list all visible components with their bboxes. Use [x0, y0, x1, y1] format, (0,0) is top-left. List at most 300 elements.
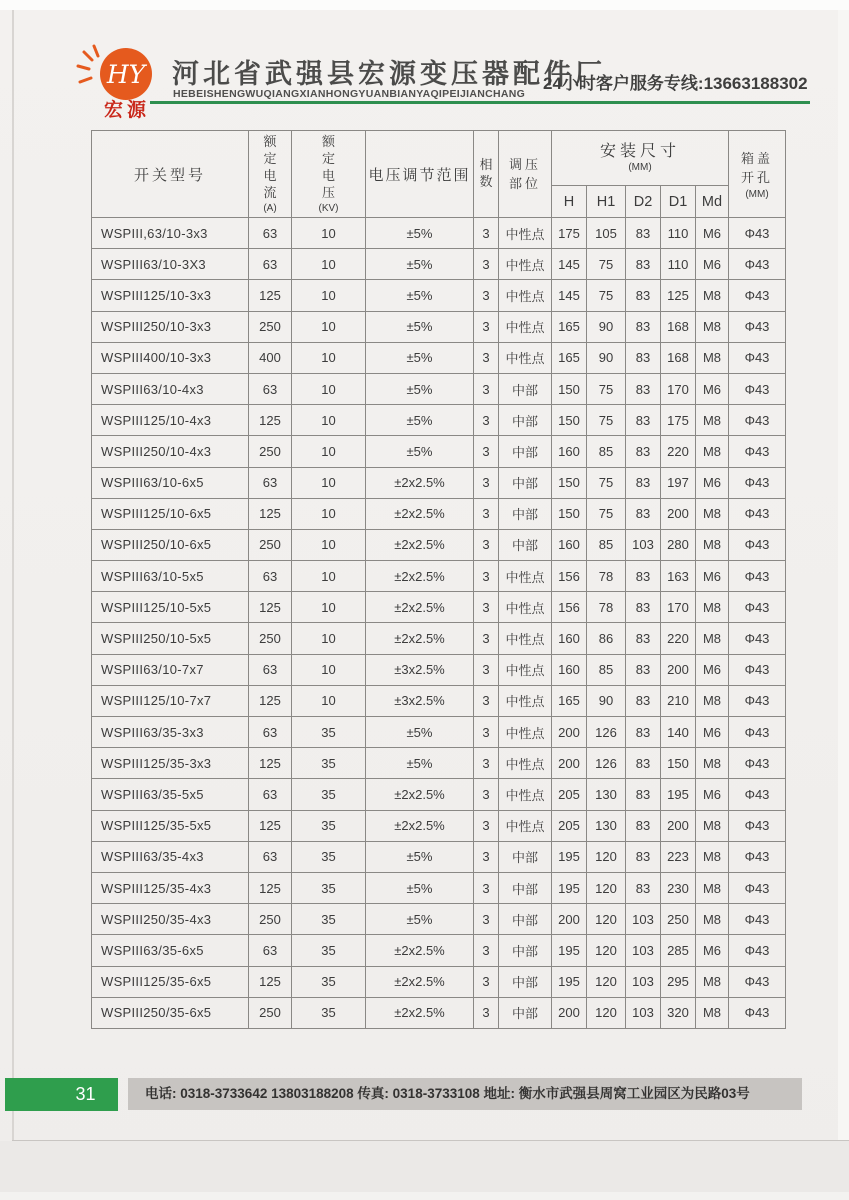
cell-position: 中性点: [499, 311, 552, 342]
cell-model: WSPIII125/35-5x5: [92, 810, 249, 841]
cover-hole-label: 箱盖开孔: [740, 150, 773, 185]
cell-adjust-range: ±2x2.5%: [366, 810, 474, 841]
rated-voltage-unit: (KV): [318, 202, 339, 214]
cell-d1: 168: [661, 342, 696, 373]
cell-adjust-range: ±2x2.5%: [366, 592, 474, 623]
mounting-label: 安装尺寸: [599, 143, 680, 160]
cell-rated-current: 400: [249, 342, 292, 373]
cell-model: WSPIII63/35-6x5: [92, 935, 249, 966]
cell-adjust-range: ±2x2.5%: [366, 935, 474, 966]
cell-cover-hole: Φ43: [729, 654, 786, 685]
table-row: [92, 311, 786, 342]
cell-d2: 83: [626, 467, 661, 498]
cell-h: 145: [552, 249, 587, 280]
cell-md: M8: [696, 436, 729, 467]
cell-h1: 120: [587, 966, 626, 997]
cell-d2: 83: [626, 405, 661, 436]
page-number-badge: 31: [5, 1078, 118, 1111]
cell-phases: 3: [474, 311, 499, 342]
cell-d2: 103: [626, 966, 661, 997]
cell-adjust-range: ±5%: [366, 249, 474, 280]
cell-cover-hole: Φ43: [729, 623, 786, 654]
cell-position: 中部: [499, 436, 552, 467]
cell-model: WSPIII,63/10-3x3: [92, 218, 249, 249]
table-row: [92, 748, 786, 779]
cell-rated-current: 125: [249, 872, 292, 903]
cell-model: WSPIII250/10-5x5: [92, 623, 249, 654]
position-label: 调压部位: [508, 156, 541, 191]
cell-d1: 200: [661, 654, 696, 685]
cell-adjust-range: ±5%: [366, 872, 474, 903]
cell-position: 中性点: [499, 561, 552, 592]
table-row: [92, 654, 786, 685]
cell-cover-hole: Φ43: [729, 935, 786, 966]
cell-d1: 110: [661, 249, 696, 280]
cell-model: WSPIII250/10-6x5: [92, 529, 249, 560]
cell-adjust-range: ±5%: [366, 342, 474, 373]
cell-rated-current: 125: [249, 498, 292, 529]
spec-table: [91, 130, 786, 1029]
cell-cover-hole: Φ43: [729, 218, 786, 249]
cell-phases: 3: [474, 561, 499, 592]
cell-position: 中性点: [499, 249, 552, 280]
cell-d2: 103: [626, 935, 661, 966]
cell-model: WSPIII125/10-3x3: [92, 280, 249, 311]
cell-adjust-range: ±2x2.5%: [366, 561, 474, 592]
cell-h: 165: [552, 342, 587, 373]
cell-d1: 110: [661, 218, 696, 249]
cell-h1: 130: [587, 810, 626, 841]
table-row: [92, 436, 786, 467]
cell-cover-hole: Φ43: [729, 280, 786, 311]
cell-d1: 210: [661, 685, 696, 716]
cell-rated-current: 63: [249, 935, 292, 966]
cell-d2: 83: [626, 623, 661, 654]
cell-cover-hole: Φ43: [729, 529, 786, 560]
cell-h1: 75: [587, 467, 626, 498]
cell-d1: 170: [661, 373, 696, 404]
cell-md: M8: [696, 872, 729, 903]
col-header-h: H: [552, 186, 587, 218]
col-header-phases: [474, 131, 499, 218]
cell-rated-current: 250: [249, 623, 292, 654]
company-logo-sun-icon: [76, 44, 168, 122]
cell-d1: 197: [661, 467, 696, 498]
cell-d1: 285: [661, 935, 696, 966]
cell-phases: 3: [474, 748, 499, 779]
cell-phases: 3: [474, 717, 499, 748]
table-row: [92, 966, 786, 997]
cell-phases: 3: [474, 249, 499, 280]
cell-d1: 140: [661, 717, 696, 748]
cell-phases: 3: [474, 966, 499, 997]
cell-md: M8: [696, 342, 729, 373]
cover-hole-unit: (MM): [745, 188, 769, 200]
cell-rated-voltage: 10: [292, 436, 366, 467]
col-header-mounting: [552, 131, 729, 186]
cell-h: 175: [552, 218, 587, 249]
cell-phases: 3: [474, 467, 499, 498]
cell-d2: 83: [626, 436, 661, 467]
cell-h1: 105: [587, 218, 626, 249]
col-header-d2: D2: [626, 186, 661, 218]
cell-adjust-range: ±5%: [366, 717, 474, 748]
col-header-md: Md: [696, 186, 729, 218]
cell-adjust-range: ±5%: [366, 904, 474, 935]
table-row: [92, 810, 786, 841]
cell-rated-current: 63: [249, 249, 292, 280]
table-row: [92, 997, 786, 1028]
cell-adjust-range: ±5%: [366, 311, 474, 342]
cell-rated-voltage: 10: [292, 498, 366, 529]
cell-rated-current: 125: [249, 405, 292, 436]
cell-h: 145: [552, 280, 587, 311]
cell-rated-current: 250: [249, 436, 292, 467]
cell-adjust-range: ±3x2.5%: [366, 685, 474, 716]
cell-model: WSPIII250/10-3x3: [92, 311, 249, 342]
cell-d2: 83: [626, 717, 661, 748]
cell-model: WSPIII400/10-3x3: [92, 342, 249, 373]
cell-rated-current: 63: [249, 654, 292, 685]
cell-adjust-range: ±5%: [366, 373, 474, 404]
cell-adjust-range: ±2x2.5%: [366, 467, 474, 498]
col-header-rated-voltage: [292, 131, 366, 218]
cell-md: M8: [696, 280, 729, 311]
cell-rated-current: 125: [249, 748, 292, 779]
cell-h1: 120: [587, 997, 626, 1028]
cell-model: WSPIII250/35-6x5: [92, 997, 249, 1028]
cell-d2: 83: [626, 592, 661, 623]
cell-md: M6: [696, 218, 729, 249]
col-header-d1: D1: [661, 186, 696, 218]
cell-model: WSPIII63/10-5x5: [92, 561, 249, 592]
cell-h: 156: [552, 561, 587, 592]
cell-h1: 126: [587, 748, 626, 779]
cell-position: 中部: [499, 997, 552, 1028]
cell-d1: 280: [661, 529, 696, 560]
cell-phases: 3: [474, 280, 499, 311]
cell-rated-current: 125: [249, 280, 292, 311]
cell-d2: 83: [626, 218, 661, 249]
cell-rated-current: 63: [249, 841, 292, 872]
table-row: [92, 249, 786, 280]
cell-d1: 195: [661, 779, 696, 810]
cell-d1: 220: [661, 436, 696, 467]
cell-h1: 85: [587, 529, 626, 560]
cell-cover-hole: Φ43: [729, 904, 786, 935]
table-row: [92, 373, 786, 404]
cell-h1: 85: [587, 654, 626, 685]
cell-h: 150: [552, 405, 587, 436]
spec-table-header: [92, 131, 786, 218]
cell-phases: 3: [474, 654, 499, 685]
cell-d2: 83: [626, 810, 661, 841]
cell-rated-current: 63: [249, 218, 292, 249]
cell-d2: 83: [626, 841, 661, 872]
cell-d1: 250: [661, 904, 696, 935]
cell-rated-current: 250: [249, 904, 292, 935]
cell-position: 中部: [499, 872, 552, 903]
cell-cover-hole: Φ43: [729, 373, 786, 404]
cell-adjust-range: ±3x2.5%: [366, 654, 474, 685]
cell-position: 中部: [499, 966, 552, 997]
cell-h1: 120: [587, 872, 626, 903]
table-row: [92, 280, 786, 311]
cell-rated-voltage: 35: [292, 717, 366, 748]
cell-position: 中性点: [499, 654, 552, 685]
cell-md: M6: [696, 779, 729, 810]
cell-h: 195: [552, 966, 587, 997]
cell-h1: 78: [587, 561, 626, 592]
page-edge-bottom-strip: [0, 1192, 849, 1200]
cell-phases: 3: [474, 623, 499, 654]
cell-h: 150: [552, 498, 587, 529]
cell-rated-voltage: 35: [292, 810, 366, 841]
footer-contact-bar: 电话: 0318-3733642 13803188208 传真: 0318-3733108 地址: 衡水市武强县周窝工业园区为民路03号: [128, 1078, 802, 1110]
cell-cover-hole: Φ43: [729, 997, 786, 1028]
cell-phases: 3: [474, 218, 499, 249]
cell-rated-voltage: 35: [292, 966, 366, 997]
col-header-position: [499, 131, 552, 218]
col-header-h1: H1: [587, 186, 626, 218]
cell-md: M8: [696, 841, 729, 872]
cell-h: 156: [552, 592, 587, 623]
cell-phases: 3: [474, 904, 499, 935]
cell-phases: 3: [474, 935, 499, 966]
cell-phases: 3: [474, 997, 499, 1028]
cell-rated-voltage: 10: [292, 405, 366, 436]
cell-position: 中性点: [499, 342, 552, 373]
cell-d2: 103: [626, 529, 661, 560]
cell-h1: 120: [587, 841, 626, 872]
table-row: [92, 498, 786, 529]
cell-h: 195: [552, 935, 587, 966]
cell-cover-hole: Φ43: [729, 748, 786, 779]
cell-adjust-range: ±2x2.5%: [366, 966, 474, 997]
spec-table-body: [92, 218, 786, 1029]
cell-phases: 3: [474, 405, 499, 436]
cell-cover-hole: Φ43: [729, 436, 786, 467]
cell-h1: 90: [587, 311, 626, 342]
cell-h: 160: [552, 436, 587, 467]
cell-rated-voltage: 35: [292, 904, 366, 935]
cell-cover-hole: Φ43: [729, 311, 786, 342]
table-row: [92, 872, 786, 903]
cell-md: M6: [696, 561, 729, 592]
cell-md: M8: [696, 748, 729, 779]
cell-position: 中性点: [499, 685, 552, 716]
col-header-cover-hole: [729, 131, 786, 218]
cell-md: M8: [696, 311, 729, 342]
rated-current-unit: (A): [263, 202, 277, 214]
cell-cover-hole: Φ43: [729, 592, 786, 623]
cell-md: M6: [696, 249, 729, 280]
cell-adjust-range: ±5%: [366, 405, 474, 436]
cell-rated-current: 63: [249, 779, 292, 810]
cell-model: WSPIII63/10-7x7: [92, 654, 249, 685]
cell-h1: 130: [587, 779, 626, 810]
cell-h: 160: [552, 529, 587, 560]
rated-current-label: 额定电流: [263, 134, 277, 200]
cell-md: M8: [696, 966, 729, 997]
cell-rated-voltage: 10: [292, 561, 366, 592]
logo-name: 宏源: [104, 100, 151, 121]
cell-phases: 3: [474, 779, 499, 810]
cell-cover-hole: Φ43: [729, 467, 786, 498]
cell-d1: 230: [661, 872, 696, 903]
cell-h1: 85: [587, 436, 626, 467]
page-edge-right: [838, 10, 849, 1140]
cell-cover-hole: Φ43: [729, 966, 786, 997]
cell-phases: 3: [474, 872, 499, 903]
cell-rated-current: 63: [249, 373, 292, 404]
cell-rated-voltage: 10: [292, 623, 366, 654]
cell-h1: 75: [587, 405, 626, 436]
cell-rated-current: 63: [249, 717, 292, 748]
cell-h: 165: [552, 685, 587, 716]
cell-adjust-range: ±5%: [366, 218, 474, 249]
cell-d2: 83: [626, 311, 661, 342]
page-edge-left: [12, 10, 14, 1140]
cell-model: WSPIII125/35-6x5: [92, 966, 249, 997]
cell-model: WSPIII125/10-4x3: [92, 405, 249, 436]
cell-rated-voltage: 35: [292, 935, 366, 966]
cell-model: WSPIII125/35-3x3: [92, 748, 249, 779]
cell-h1: 90: [587, 342, 626, 373]
cell-md: M8: [696, 405, 729, 436]
cell-d1: 200: [661, 810, 696, 841]
mounting-unit: (MM): [628, 162, 652, 173]
table-row: [92, 529, 786, 560]
table-row: [92, 592, 786, 623]
cell-d2: 83: [626, 373, 661, 404]
cell-h1: 75: [587, 249, 626, 280]
cell-d1: 168: [661, 311, 696, 342]
cell-model: WSPIII250/35-4x3: [92, 904, 249, 935]
page-edge-bottom-area: [0, 1141, 849, 1192]
cell-md: M6: [696, 373, 729, 404]
cell-adjust-range: ±2x2.5%: [366, 779, 474, 810]
cell-md: M8: [696, 498, 729, 529]
cell-cover-hole: Φ43: [729, 779, 786, 810]
phases-label: 相数: [479, 157, 493, 189]
cell-phases: 3: [474, 685, 499, 716]
cell-rated-voltage: 10: [292, 373, 366, 404]
cell-d1: 220: [661, 623, 696, 654]
cell-cover-hole: Φ43: [729, 561, 786, 592]
cell-position: 中部: [499, 935, 552, 966]
cell-md: M8: [696, 623, 729, 654]
cell-position: 中部: [499, 373, 552, 404]
cell-h1: 75: [587, 373, 626, 404]
cell-position: 中性点: [499, 717, 552, 748]
cell-h1: 126: [587, 717, 626, 748]
cell-d1: 200: [661, 498, 696, 529]
cell-rated-current: 125: [249, 592, 292, 623]
cell-cover-hole: Φ43: [729, 342, 786, 373]
cell-md: M6: [696, 717, 729, 748]
cell-d2: 83: [626, 779, 661, 810]
cell-md: M6: [696, 654, 729, 685]
table-row: [92, 841, 786, 872]
cell-model: WSPIII63/10-3X3: [92, 249, 249, 280]
table-row: [92, 935, 786, 966]
cell-rated-current: 63: [249, 467, 292, 498]
cell-position: 中性点: [499, 280, 552, 311]
cell-d1: 125: [661, 280, 696, 311]
cell-h: 150: [552, 467, 587, 498]
cell-position: 中部: [499, 467, 552, 498]
cell-phases: 3: [474, 592, 499, 623]
cell-position: 中性点: [499, 748, 552, 779]
cell-cover-hole: Φ43: [729, 685, 786, 716]
logo-initials: HY: [106, 60, 146, 89]
cell-model: WSPIII63/10-6x5: [92, 467, 249, 498]
cell-d2: 83: [626, 342, 661, 373]
cell-rated-voltage: 10: [292, 218, 366, 249]
cell-d2: 83: [626, 561, 661, 592]
table-row: [92, 779, 786, 810]
cell-d2: 83: [626, 685, 661, 716]
cell-rated-voltage: 10: [292, 467, 366, 498]
cell-md: M8: [696, 997, 729, 1028]
table-row: [92, 717, 786, 748]
cell-rated-current: 63: [249, 561, 292, 592]
cell-model: WSPIII63/35-3x3: [92, 717, 249, 748]
cell-d1: 170: [661, 592, 696, 623]
cell-cover-hole: Φ43: [729, 717, 786, 748]
table-row: [92, 342, 786, 373]
col-header-adjust-range: 电压调节范围: [366, 131, 474, 218]
table-row: [92, 218, 786, 249]
cell-h: 205: [552, 810, 587, 841]
cell-model: WSPIII250/10-4x3: [92, 436, 249, 467]
cell-h: 200: [552, 717, 587, 748]
service-hotline: 24小时客户服务专线:13663188302: [543, 74, 808, 93]
cell-h1: 78: [587, 592, 626, 623]
cell-d2: 83: [626, 498, 661, 529]
cell-md: M6: [696, 467, 729, 498]
cell-h: 200: [552, 904, 587, 935]
cell-model: WSPIII63/35-5x5: [92, 779, 249, 810]
cell-rated-voltage: 10: [292, 592, 366, 623]
cell-h: 200: [552, 748, 587, 779]
cell-rated-voltage: 10: [292, 654, 366, 685]
cell-rated-voltage: 10: [292, 685, 366, 716]
cell-rated-voltage: 10: [292, 529, 366, 560]
cell-md: M8: [696, 810, 729, 841]
cell-adjust-range: ±2x2.5%: [366, 498, 474, 529]
cell-model: WSPIII125/10-6x5: [92, 498, 249, 529]
company-name-pinyin: HEBEISHENGWUQIANGXIANHONGYUANBIANYAQIPEIJIANCHANG: [173, 88, 526, 100]
cell-position: 中部: [499, 405, 552, 436]
cell-h1: 75: [587, 498, 626, 529]
cell-cover-hole: Φ43: [729, 841, 786, 872]
cell-h1: 86: [587, 623, 626, 654]
cell-rated-current: 250: [249, 529, 292, 560]
cell-h: 150: [552, 373, 587, 404]
cell-position: 中性点: [499, 218, 552, 249]
cell-position: 中部: [499, 904, 552, 935]
cell-h: 205: [552, 779, 587, 810]
cell-h1: 120: [587, 935, 626, 966]
cell-phases: 3: [474, 342, 499, 373]
cell-position: 中性点: [499, 623, 552, 654]
cell-d1: 163: [661, 561, 696, 592]
cell-adjust-range: ±2x2.5%: [366, 997, 474, 1028]
cell-d1: 320: [661, 997, 696, 1028]
col-header-model: 开关型号: [92, 131, 249, 218]
